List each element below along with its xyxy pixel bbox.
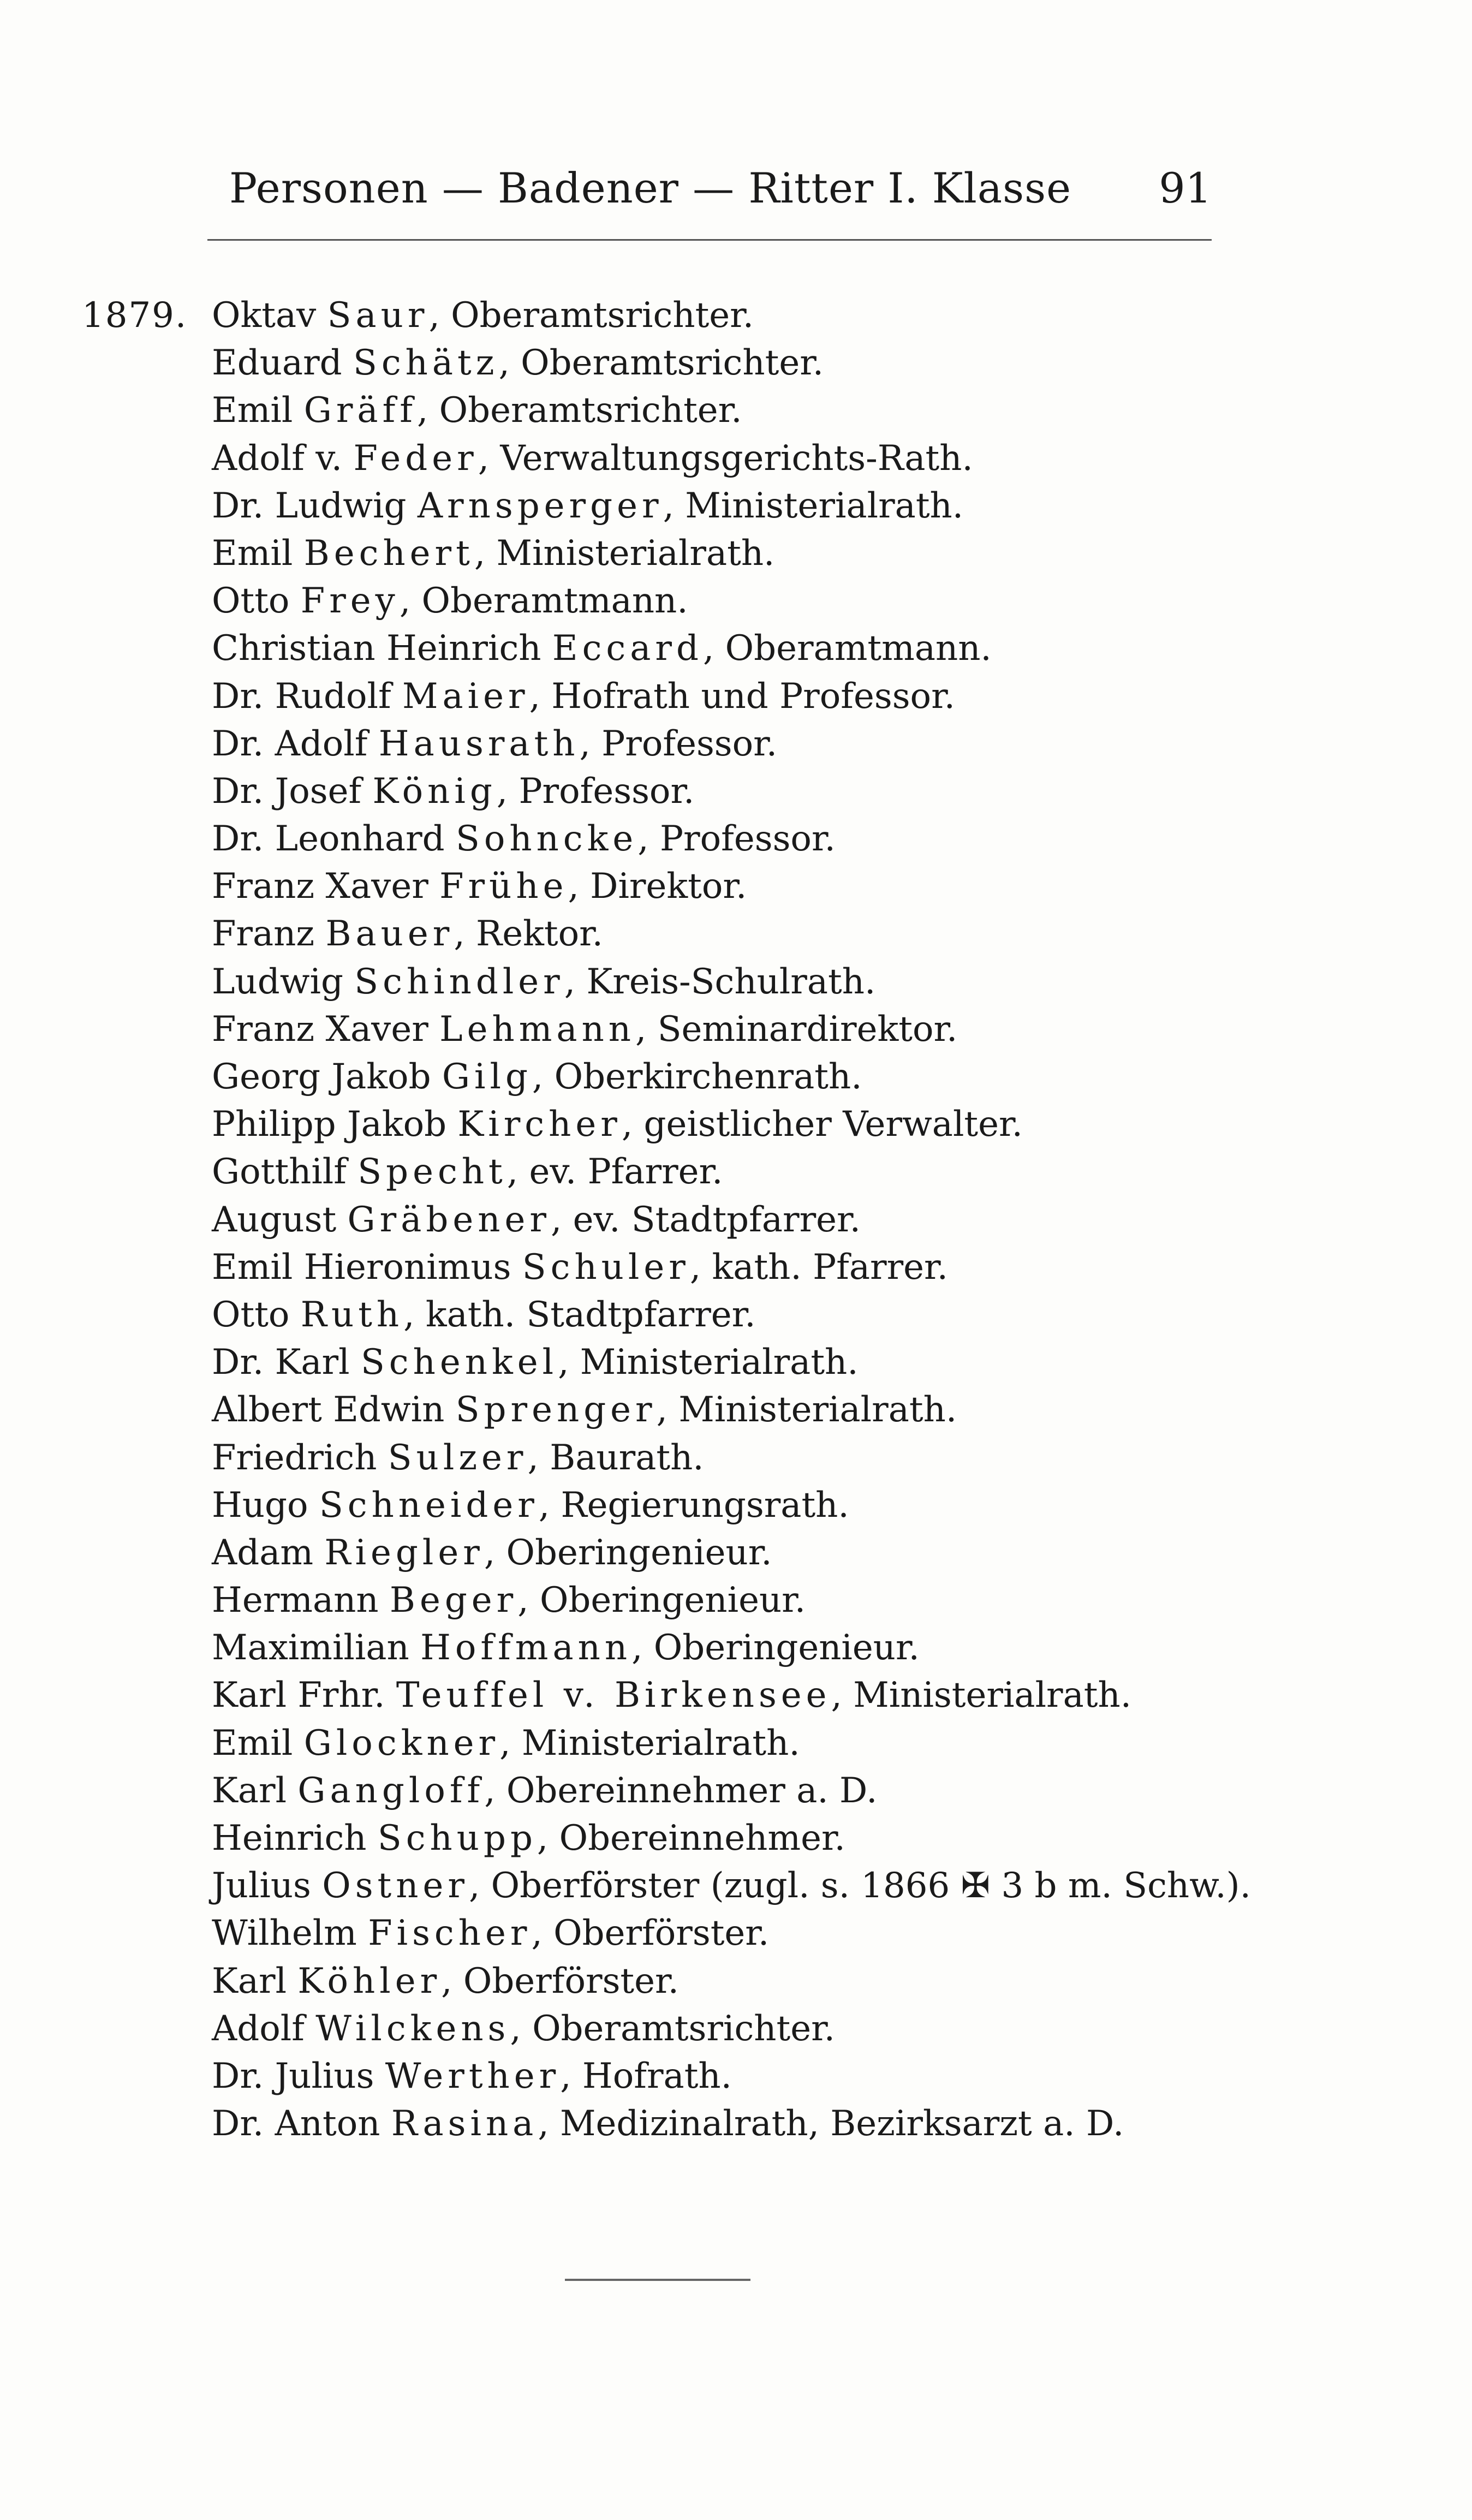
list-item — [82, 1910, 1419, 1957]
entry-title: , kath. Stadtpfarrer. — [403, 1294, 756, 1335]
entry-title: , Oberingenieur. — [631, 1628, 920, 1669]
entry-title: , Oberamtmann. — [399, 581, 688, 622]
list-item — [82, 625, 1419, 672]
entry-list — [82, 292, 1419, 2148]
list-item — [82, 339, 1419, 387]
entry-title: , Hofrath. — [560, 2056, 732, 2096]
entry-given-name: Dr. Adolf — [212, 723, 368, 764]
entry-text — [212, 1053, 862, 1101]
entry-surname: Wilckens — [315, 2008, 510, 2049]
header-title: Personen — Badener — Ritter I. Klasse — [229, 164, 1072, 212]
entry-text — [212, 2053, 732, 2100]
entry-given-name: Franz Xaver — [212, 1009, 428, 1050]
entry-given-name: Hugo — [212, 1485, 308, 1526]
entry-text — [212, 2100, 1124, 2148]
entry-surname: Köhler — [297, 1961, 442, 2001]
footer-rule — [565, 2279, 750, 2281]
entry-surname: Hoffmann — [420, 1628, 632, 1669]
entry-surname: Schupp — [377, 1818, 537, 1858]
entry-title: , Hofrath und Professor. — [529, 676, 955, 717]
entry-given-name: Dr. Josef — [212, 771, 362, 812]
entry-given-name: Albert Edwin — [212, 1390, 445, 1431]
entry-surname: Ostner — [322, 1866, 469, 1907]
entry-surname: Gräbener — [347, 1199, 551, 1240]
entry-given-name: Heinrich — [212, 1818, 367, 1858]
entry-surname: Gräff — [303, 390, 417, 431]
list-item — [82, 1624, 1419, 1672]
entry-title: , Oberingenieur. — [517, 1580, 806, 1621]
entry-text — [212, 1767, 877, 1815]
entry-text — [212, 1386, 957, 1434]
entry-given-name: Emil — [212, 533, 293, 574]
entry-given-name: Otto — [212, 1294, 290, 1335]
entry-title: , Obereinnehmer. — [537, 1818, 845, 1858]
entry-text — [212, 1434, 704, 1482]
entry-text — [212, 1101, 1023, 1148]
entry-title: , ev. Pfarrer. — [506, 1152, 723, 1193]
list-item — [82, 1434, 1419, 1482]
list-item — [82, 1196, 1419, 1244]
entry-text — [212, 815, 836, 863]
list-item — [82, 482, 1419, 530]
entry-title: , Oberamtsrichter. — [416, 390, 742, 431]
year-label: 1879. — [82, 295, 188, 336]
entry-text — [212, 1862, 1251, 1910]
entry-given-name: Adam — [212, 1532, 314, 1573]
entry-surname: Ruth — [300, 1294, 404, 1335]
entry-text — [212, 625, 992, 672]
entry-title: , geistlicher Verwalter. — [621, 1104, 1023, 1145]
list-item — [82, 1339, 1419, 1386]
entry-text — [212, 482, 963, 530]
entry-title: , Seminardirektor. — [635, 1009, 958, 1050]
entry-title: , Baurath. — [527, 1437, 704, 1478]
entry-surname: König — [372, 771, 497, 812]
entry-title: , kath. Pfarrer. — [689, 1247, 948, 1288]
list-item — [82, 2053, 1419, 2100]
list-item — [82, 1720, 1419, 1767]
entry-text — [212, 1720, 800, 1767]
list-item — [82, 1482, 1419, 1529]
entry-surname: Lehmann — [439, 1009, 635, 1050]
entry-surname: Arnsperger — [417, 485, 663, 526]
entry-given-name: Emil Hieronimus — [212, 1247, 511, 1288]
entry-title: , Oberamtsrichter. — [498, 343, 824, 384]
list-item — [82, 530, 1419, 577]
entry-title: , Ministerialrath. — [663, 485, 964, 526]
entry-title: , Ministerialrath. — [499, 1723, 800, 1764]
entry-text — [212, 720, 777, 768]
entry-given-name: Dr. Karl — [212, 1342, 350, 1383]
entry-given-name: Dr. Leonhard — [212, 819, 445, 860]
entry-text — [212, 768, 694, 815]
entry-surname: Specht — [357, 1152, 507, 1193]
entry-text — [212, 530, 774, 577]
entry-title: , Obereinnehmer a. D. — [484, 1770, 878, 1811]
entry-text — [212, 1624, 920, 1672]
entry-surname: Hausrath — [378, 723, 580, 764]
entry-given-name: August — [212, 1199, 337, 1240]
entry-title: , Ministerialrath. — [831, 1675, 1132, 1716]
entry-title: , Rektor. — [454, 914, 603, 955]
list-item — [82, 2005, 1419, 2053]
entry-given-name: Philipp Jakob — [212, 1104, 447, 1145]
entry-given-name: Christian Heinrich — [212, 628, 541, 669]
entry-surname: Werther — [385, 2056, 561, 2096]
entry-text — [212, 1148, 723, 1196]
entry-surname: Schuler — [522, 1247, 690, 1288]
list-item — [82, 768, 1419, 815]
entry-text — [212, 1291, 756, 1339]
entry-given-name: Otto — [212, 581, 290, 622]
entry-given-name: Eduard — [212, 343, 342, 384]
entry-given-name: Gotthilf — [212, 1152, 347, 1193]
list-item — [82, 1148, 1419, 1196]
entry-surname: Feder — [353, 438, 478, 479]
entry-given-name: Dr. Ludwig — [212, 485, 407, 526]
list-item — [82, 1386, 1419, 1434]
list-item — [82, 1958, 1419, 2005]
page-number: 91 — [1159, 164, 1212, 212]
entry-text — [212, 910, 603, 958]
entry-given-name: Hermann — [212, 1580, 379, 1621]
entry-surname: Fischer — [368, 1913, 532, 1954]
entry-given-name: Franz Xaver — [212, 866, 428, 907]
entry-title: , Medizinalrath, Bezirksarzt a. D. — [538, 2104, 1124, 2144]
entry-text — [212, 1196, 861, 1244]
entry-given-name: Wilhelm — [212, 1913, 357, 1954]
entry-surname: Sprenger — [455, 1390, 657, 1431]
entry-text — [212, 958, 875, 1006]
entry-surname: Gilg — [442, 1057, 532, 1097]
entry-surname: Bechert — [303, 533, 474, 574]
entry-text — [212, 292, 754, 339]
entry-given-name: Emil — [212, 390, 293, 431]
list-item — [82, 815, 1419, 863]
list-item — [82, 1577, 1419, 1624]
entry-text — [212, 435, 973, 482]
list-item — [82, 387, 1419, 434]
entry-surname: Eccard — [552, 628, 703, 669]
entry-title: , Oberförster (zugl. s. 1866 ✠ 3 b m. Schw.). — [468, 1866, 1251, 1907]
entry-text — [212, 863, 747, 910]
list-item — [82, 2100, 1419, 2148]
entry-title: , Ministerialrath. — [656, 1390, 957, 1431]
list-item — [82, 1101, 1419, 1148]
entry-title: , Oberkirchenrath. — [532, 1057, 862, 1097]
entry-surname: Frühe — [439, 866, 568, 907]
entry-given-name: Karl Frhr. — [212, 1675, 385, 1716]
entry-given-name: Emil — [212, 1723, 293, 1764]
entry-surname: Beger — [389, 1580, 518, 1621]
entry-surname: Kircher — [457, 1104, 622, 1145]
entry-surname: Schindler — [354, 961, 564, 1002]
entry-surname: Rasina — [391, 2104, 538, 2144]
entry-title: , Kreis-Schulrath. — [564, 961, 876, 1002]
entry-text — [212, 2005, 835, 2053]
entry-given-name: Dr. Anton — [212, 2104, 380, 2144]
list-item — [82, 292, 1419, 339]
list-item — [82, 1862, 1419, 1910]
entry-given-name: Ludwig — [212, 961, 343, 1002]
entry-surname: Schätz — [353, 343, 499, 384]
entry-given-name: Karl — [212, 1961, 287, 2001]
entry-title: , Oberamtmann. — [702, 628, 992, 669]
entry-surname: Maier — [402, 676, 529, 717]
entry-title: , Professor. — [579, 723, 778, 764]
entry-text — [212, 1958, 679, 2005]
entry-title: , Verwaltungsgerichts-Rath. — [478, 438, 973, 479]
entry-title: , Direktor. — [568, 866, 747, 907]
entry-title: , Regierungsrath. — [538, 1485, 849, 1526]
entry-surname: Saur — [327, 295, 429, 336]
entry-given-name: Friedrich — [212, 1437, 377, 1478]
list-item — [82, 1053, 1419, 1101]
list-item — [82, 1244, 1419, 1291]
entry-text — [212, 1244, 948, 1291]
entry-text — [212, 1672, 1131, 1719]
entry-text — [212, 577, 688, 625]
entry-text — [212, 1815, 845, 1862]
entry-given-name: Julius — [212, 1866, 311, 1907]
entry-surname: Schenkel — [360, 1342, 558, 1383]
running-header — [229, 164, 1212, 224]
entry-surname: Bauer — [325, 914, 454, 955]
entry-title: , Professor. — [637, 819, 836, 860]
entry-text — [212, 1577, 806, 1624]
entry-title: , Oberförster. — [441, 1961, 679, 2001]
entry-given-name: Oktav — [212, 295, 317, 336]
list-item — [82, 1006, 1419, 1053]
entry-text — [212, 673, 955, 720]
entry-text — [212, 1006, 957, 1053]
entry-surname: Sulzer — [388, 1437, 528, 1478]
entry-given-name: Georg Jakob — [212, 1057, 431, 1097]
entry-given-name: Dr. Rudolf — [212, 676, 391, 717]
entry-title: , Oberförster. — [531, 1913, 770, 1954]
list-item — [82, 577, 1419, 625]
list-item — [82, 1672, 1419, 1719]
list-item — [82, 720, 1419, 768]
entry-surname: Schneider — [319, 1485, 539, 1526]
entry-given-name: Franz — [212, 914, 315, 955]
list-item — [82, 1529, 1419, 1577]
entry-text — [212, 1529, 772, 1577]
entry-surname: Frey — [300, 581, 400, 622]
entry-surname: Gangloff — [297, 1770, 485, 1811]
entry-title: , Ministerialrath. — [558, 1342, 859, 1383]
entry-surname: Sohncke — [455, 819, 638, 860]
entry-title: , Professor. — [496, 771, 695, 812]
entry-surname: Glockner — [303, 1723, 500, 1764]
entry-title: , Ministerialrath. — [474, 533, 775, 574]
list-item — [82, 958, 1419, 1006]
entry-text — [212, 1339, 859, 1386]
entry-title: , Oberamtsrichter. — [428, 295, 754, 336]
list-item — [82, 673, 1419, 720]
entry-text — [212, 1482, 849, 1529]
entry-surname: Teuffel v. Birkensee — [396, 1675, 831, 1716]
entry-given-name: Adolf v. — [212, 438, 343, 479]
entry-title: , Oberamtsrichter. — [510, 2008, 835, 2049]
entry-text — [212, 1910, 769, 1957]
entry-given-name: Karl — [212, 1770, 287, 1811]
entry-given-name: Maximilian — [212, 1628, 409, 1669]
entry-given-name: Dr. Julius — [212, 2056, 374, 2096]
list-item — [82, 910, 1419, 958]
entry-surname: Riegler — [324, 1532, 484, 1573]
entry-title: , Oberingenieur. — [484, 1532, 772, 1573]
list-item — [82, 1767, 1419, 1815]
list-item — [82, 1291, 1419, 1339]
header-rule — [207, 239, 1212, 241]
list-item — [82, 1815, 1419, 1862]
list-item — [82, 863, 1419, 910]
entry-title: , ev. Stadtpfarrer. — [550, 1199, 861, 1240]
entry-text — [212, 339, 824, 387]
entry-text — [212, 387, 742, 434]
list-item — [82, 435, 1419, 482]
entry-given-name: Adolf — [212, 2008, 305, 2049]
